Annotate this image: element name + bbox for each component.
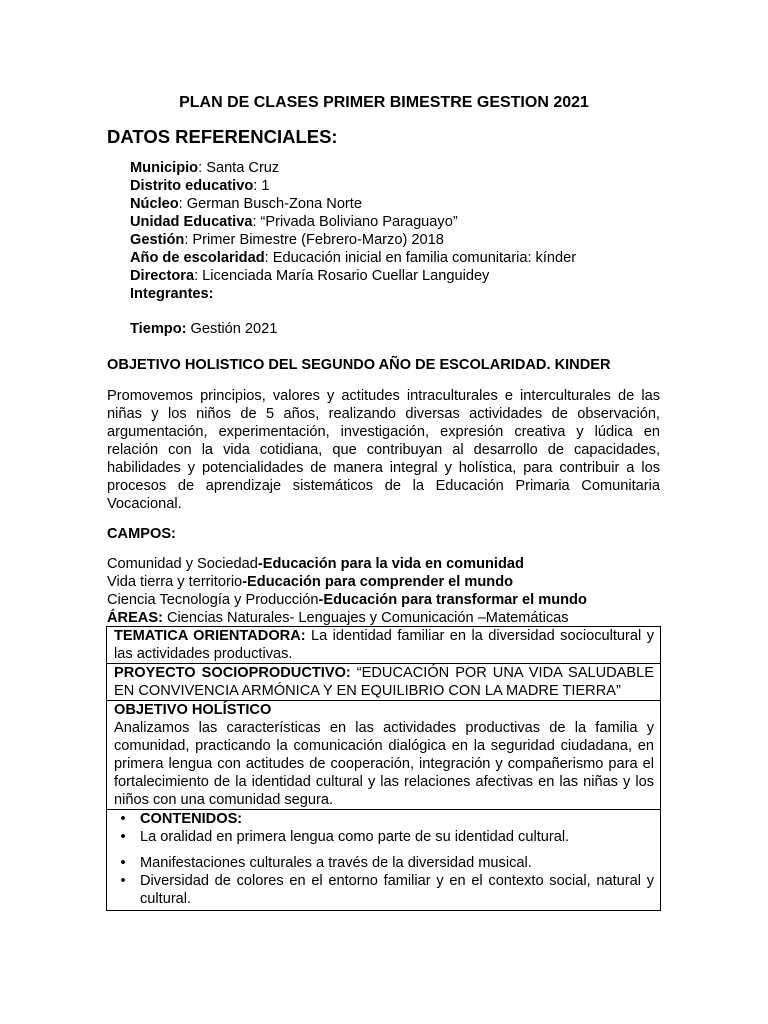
dato-label: Distrito educativo bbox=[130, 178, 254, 194]
datos-heading: DATOS REFERENCIALES: bbox=[107, 126, 338, 147]
campo-name: Ciencia Tecnología y Producción bbox=[107, 592, 319, 608]
table-row bbox=[107, 664, 661, 701]
campos-list bbox=[107, 555, 587, 627]
tiempo-label: Tiempo: bbox=[130, 321, 187, 337]
contenidos-label: CONTENIDOS: bbox=[140, 811, 243, 827]
proyecto-cell bbox=[107, 664, 661, 701]
dato-municipio bbox=[130, 159, 576, 177]
campo-name: Comunidad y Sociedad bbox=[107, 556, 258, 572]
plan-table bbox=[106, 626, 661, 911]
dato-label: Año de escolaridad bbox=[130, 250, 265, 266]
dato-gestion bbox=[130, 231, 576, 249]
dato-nucleo bbox=[130, 195, 576, 213]
dato-escolaridad bbox=[130, 249, 576, 267]
proyecto-label: PROYECTO SOCIOPRODUCTIVO: bbox=[114, 665, 351, 681]
contenido-text: Diversidad de colores en el entorno familiar y en el contexto social, natural y cultural. bbox=[140, 873, 654, 907]
contenido-text: La oralidad en primera lengua como parte de su identidad cultural. bbox=[140, 829, 570, 845]
page-title: PLAN DE CLASES PRIMER BIMESTRE GESTION 2021 bbox=[179, 94, 589, 111]
dato-value: : Primer Bimestre (Febrero-Marzo) 2018 bbox=[184, 232, 444, 248]
list-item bbox=[120, 872, 654, 908]
dato-label: Núcleo bbox=[130, 196, 179, 212]
table-row bbox=[107, 627, 661, 664]
list-spacer bbox=[140, 846, 654, 854]
proyecto-text: “EDUCACIÓN POR UNA VIDA SALUDABLE EN CONVIVENCIA ARMÓNICA Y EN EQUILIBRIO CON LA MADRE TIERRA” bbox=[114, 665, 654, 699]
dato-value: : Santa Cruz bbox=[198, 160, 280, 176]
campo-purpose: -Educación para la vida en comunidad bbox=[257, 556, 524, 572]
bullet-icon: • bbox=[120, 811, 126, 827]
list-item bbox=[120, 828, 654, 846]
dato-label: Integrantes: bbox=[130, 286, 214, 302]
dato-label: Municipio bbox=[130, 160, 199, 176]
areas-value: Ciencias Naturales- Lenguajes y Comunicación –Matemáticas bbox=[162, 610, 569, 626]
objetivo-holistico-text: Analizamos las características en las actividades productivas de la familia y comunidad, practicando la comunicación dialógica en la seguridad ciudadana, en primera lengua con actitudes de cooperación, integración y compañerismo para el fortalecimiento de la identidad cultural y las relaciones afectivas en las niñas y los niños con una comunidad segura. bbox=[114, 720, 654, 808]
tiempo-value: Gestión 2021 bbox=[186, 321, 278, 337]
bullet-icon: • bbox=[120, 829, 126, 845]
dato-label: Directora bbox=[130, 268, 195, 284]
dato-directora bbox=[130, 267, 576, 285]
list-item bbox=[120, 810, 654, 828]
dato-label: Unidad Educativa bbox=[130, 214, 253, 230]
objetivo-heading: OBJETIVO HOLISTICO DEL SEGUNDO AÑO DE ESCOLARIDAD. KINDER bbox=[107, 357, 611, 373]
campos-heading: CAMPOS: bbox=[107, 526, 176, 542]
campo-name: Vida tierra y territorio bbox=[107, 574, 243, 590]
dato-integrantes bbox=[130, 285, 576, 303]
contenido-text: Manifestaciones culturales a través de la diversidad musical. bbox=[140, 855, 532, 871]
tematica-text: La identidad familiar en la diversidad sociocultural y las actividades productivas. bbox=[114, 628, 654, 662]
dato-value: : 1 bbox=[253, 178, 270, 194]
bullet-icon: • bbox=[120, 855, 126, 871]
dato-value: : Licenciada María Rosario Cuellar Languidey bbox=[194, 268, 490, 284]
dato-value: : “Privada Boliviano Paraguayo” bbox=[252, 214, 458, 230]
contenidos-list bbox=[114, 810, 654, 908]
objetivo-holistico-label: OBJETIVO HOLÍSTICO bbox=[114, 702, 272, 718]
dato-distrito bbox=[130, 177, 576, 195]
table-row bbox=[107, 810, 661, 911]
dato-value: : German Busch-Zona Norte bbox=[178, 196, 362, 212]
campo-purpose: -Educación para transformar el mundo bbox=[318, 592, 587, 608]
dato-value: : Educación inicial en familia comunitaria: kínder bbox=[264, 250, 577, 266]
campo-purpose: -Educación para comprender el mundo bbox=[242, 574, 514, 590]
campo-item bbox=[107, 555, 587, 573]
objetivo-paragraph: Promovemos principios, valores y actitudes intraculturales e interculturales de las niñas y los niños de 5 años, realizando diversas actividades de observación, argumentación, experimentación, investigación, expresión creativa y lúdica en relación con la vida cotidiana, que contribuyan al desarrollo de capacidades, habilidades y potencialidades de manera integral y holística, para contribuir a los procesos de aprendizaje sistemáticos de la Educación Primaria Comunitaria Vocacional. bbox=[107, 388, 660, 512]
list-item bbox=[120, 854, 654, 872]
dato-label: Gestión bbox=[130, 232, 185, 248]
contenidos-cell bbox=[107, 810, 661, 911]
bullet-icon: • bbox=[120, 873, 126, 889]
objetivo-holistico-cell bbox=[107, 701, 661, 810]
dato-unidad-educativa bbox=[130, 213, 576, 231]
campo-item bbox=[107, 591, 587, 609]
areas-label: ÁREAS: bbox=[107, 610, 163, 626]
tiempo-line bbox=[130, 320, 277, 338]
datos-list bbox=[130, 159, 576, 303]
tematica-cell bbox=[107, 627, 661, 664]
areas-line bbox=[107, 609, 587, 627]
campo-item bbox=[107, 573, 587, 591]
tematica-label: TEMATICA ORIENTADORA: bbox=[114, 628, 306, 644]
table-row bbox=[107, 701, 661, 810]
